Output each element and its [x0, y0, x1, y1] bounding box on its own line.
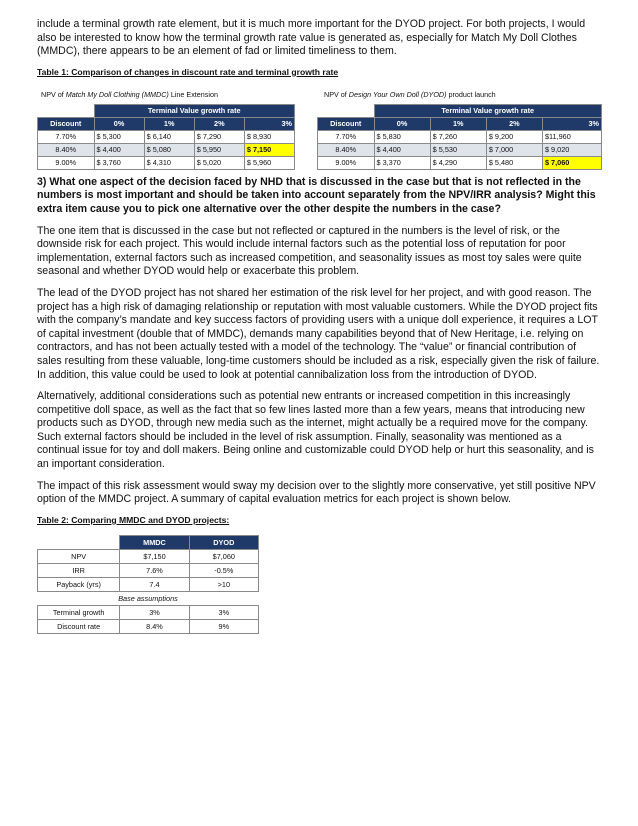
document-page — [37, 18, 603, 634]
mmdc-col-header: 1% — [144, 117, 194, 130]
table2-col-header: MMDC — [120, 535, 189, 549]
table-cell: 9.00% — [38, 156, 95, 169]
table-cell: $ 5,480 — [486, 156, 542, 169]
table-cell: 7.4 — [120, 577, 189, 591]
table-cell: 7.70% — [38, 130, 95, 143]
table-cell: 8.40% — [38, 143, 95, 156]
table1-container — [37, 104, 603, 176]
table-row — [318, 143, 602, 156]
table-cell: $ 4,290 — [430, 156, 486, 169]
table-row — [38, 563, 259, 577]
table-cell: NPV — [38, 549, 120, 563]
mmdc-group-header: Terminal Value growth rate — [94, 104, 295, 117]
table-row — [38, 156, 295, 169]
body-paragraph: The impact of this risk assessment would sway my decision over to the slightly more conservative, yet still positive NPV option of the MMDC project. A summary of capital evaluation metrics for each project is shown below. — [37, 479, 596, 506]
highlighted-cell: $ 7,060 — [542, 156, 601, 169]
dyod-col-header: Discount — [318, 117, 375, 130]
table-cell: IRR — [38, 563, 120, 577]
table-cell: $ 7,000 — [486, 143, 542, 156]
dyod-col-header: 1% — [430, 117, 486, 130]
table-cell: $ 7,260 — [430, 130, 486, 143]
table-cell: $ 4,400 — [94, 143, 144, 156]
table-cell: 7.70% — [318, 130, 375, 143]
table-row — [38, 143, 295, 156]
table2-col-header: DYOD — [189, 535, 258, 549]
table-cell: $ 6,140 — [144, 130, 194, 143]
mmdc-col-header: 0% — [94, 117, 144, 130]
mmdc-npv-label: NPV of Match My Doll Clothing (MMDC) Line Extension — [41, 89, 218, 99]
table-cell: 9.00% — [318, 156, 375, 169]
table-cell: Discount rate — [38, 619, 120, 633]
intro-paragraph: include a terminal growth rate element, but it is much more important for the DYOD project. For both projects, I would also be interested to know how the terminal growth rate value is generated as, especially for Match My Doll Clothes (MMDC), there appears to be an element of fad or limited timeliness to them. — [37, 18, 586, 58]
table-cell: $ 5,020 — [194, 156, 244, 169]
table2-caption: Table 2: Comparing MMDC and DYOD projects: — [37, 514, 230, 525]
question-heading: 3) What one aspect of the decision faced by NHD that is discussed in the case but that is not reflected in the numbers is most important and should be taken into account separately from the NPV/IRR analysis? Might this extra item cause you to pick one alternative over the other despite the numbers in the case? — [37, 175, 596, 215]
table-cell: $7,060 — [189, 549, 258, 563]
comparison-table — [37, 535, 259, 634]
table-cell: $ 5,960 — [244, 156, 294, 169]
table-row — [318, 156, 602, 169]
table-row — [38, 605, 259, 619]
table-cell: $ 5,080 — [144, 143, 194, 156]
table-cell: $ 8,930 — [244, 130, 294, 143]
table-cell: Payback (yrs) — [38, 577, 120, 591]
table-cell: 3% — [189, 605, 258, 619]
highlighted-cell: $ 7,150 — [244, 143, 294, 156]
dyod-sensitivity-table — [317, 104, 602, 170]
dyod-col-header: 2% — [486, 117, 542, 130]
body-paragraph: Alternatively, additional considerations such as potential new entrants or increased competition in this increasingly competitive doll space, as well as the fact that so few lines lasted more than a few years, means that introducing new products such as DYOD, through new media such as the internet, might actually be a required move for the company. Such external factors should be included in the level of risk assumption. Finally, seasonality was mentioned as a continual issue for toy and doll makers. Being online and customizable could DYOD help or hurt this seasonality, and is an important consideration. — [37, 390, 594, 471]
table-cell: $ 4,310 — [144, 156, 194, 169]
table1-caption: Table 1: Comparison of changes in discount rate and terminal growth rate — [37, 66, 339, 77]
table-cell: 8.40% — [318, 143, 375, 156]
dyod-col-header: 3% — [542, 117, 601, 130]
table-cell: 8.4% — [120, 619, 189, 633]
table-cell: $ 5,950 — [194, 143, 244, 156]
table-cell: 9% — [189, 619, 258, 633]
table1-npv-labels — [37, 90, 603, 104]
table-row — [38, 591, 259, 605]
table-cell: -0.5% — [189, 563, 258, 577]
table-cell: $ 9,200 — [486, 130, 542, 143]
table-cell: 3% — [120, 605, 189, 619]
table-row — [38, 619, 259, 633]
mmdc-col-header: Discount — [38, 117, 95, 130]
table-row — [38, 549, 259, 563]
dyod-col-header: 0% — [374, 117, 430, 130]
mmdc-col-header: 2% — [194, 117, 244, 130]
table-cell: $ 3,370 — [374, 156, 430, 169]
table-cell: Terminal growth — [38, 605, 120, 619]
table-cell: >10 — [189, 577, 258, 591]
base-assumptions-label: Base assumptions — [38, 591, 259, 605]
mmdc-sensitivity-table — [37, 104, 295, 170]
body-paragraph: The one item that is discussed in the case but not reflected or captured in the numbers is the level of risk, or the downside risk for each project. This would include internal factors such as the potential loss of reputation for poor implementation, external factors such as increased competition, and seasonality issues as most toy sales were quite seasonal and whether DYOD would help or exacerbate this problem. — [37, 224, 582, 278]
mmdc-col-header: 3% — [244, 117, 294, 130]
dyod-npv-label: NPV of Design Your Own Doll (DYOD) product launch — [324, 89, 496, 99]
table-cell: $ 3,760 — [94, 156, 144, 169]
table-cell: $ 4,400 — [374, 143, 430, 156]
table-row — [38, 130, 295, 143]
table-cell: $ 5,830 — [374, 130, 430, 143]
table-cell: $ 7,290 — [194, 130, 244, 143]
table-cell: $11,960 — [542, 130, 601, 143]
table-cell: $ 9,020 — [542, 143, 601, 156]
table-cell: 7.6% — [120, 563, 189, 577]
table-cell: $ 5,300 — [94, 130, 144, 143]
table-row — [318, 130, 602, 143]
table-cell: $7,150 — [120, 549, 189, 563]
body-paragraph: The lead of the DYOD project has not shared her estimation of the risk level for her project, and with good reason. The project has a high risk of damaging relationship or reputation with most valuable customers. While the DYOD project fits with the company’s mandate and key success factors of providing users with a unique doll experience, it requires a LOT of capital investment (double that of MMDC), demands many capabilities beyond that of New Heritage, i.e. relying on contractors, and has not been actually tested with a model of the technology. The “value” or financial contribution of sales resulting from these valuable, long-time customers should be included as a risk, especially given the risk of failure. In addition, this value could be used to look at potential cannibalization loss from the introduction of DYOD. — [37, 286, 600, 381]
table-row — [38, 577, 259, 591]
table-cell: $ 5,530 — [430, 143, 486, 156]
dyod-group-header: Terminal Value growth rate — [374, 104, 602, 117]
